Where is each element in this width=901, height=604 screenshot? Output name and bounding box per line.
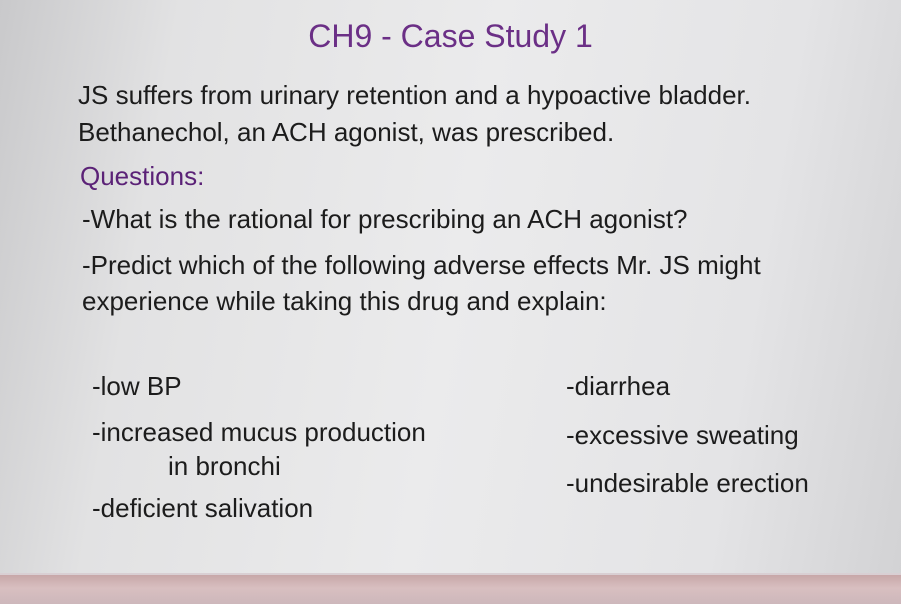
bottom-bezel [0, 575, 901, 604]
question-2-line-1: -Predict which of the following adverse effects Mr. JS might [82, 250, 761, 280]
effect-sweating: -excessive sweating [566, 420, 799, 450]
effect-low-bp: -low BP [92, 371, 182, 401]
slide-title: CH9 - Case Study 1 [308, 18, 593, 54]
intro-line-2: Bethanechol, an ACH agonist, was prescribed. [78, 117, 615, 147]
effect-diarrhea: -diarrhea [566, 371, 671, 401]
intro-line-1: JS suffers from urinary retention and a hypoactive bladder. [78, 80, 752, 110]
effect-mucus-line-2: in bronchi [168, 451, 281, 481]
question-1: -What is the rational for prescribing an ACH agonist? [82, 204, 688, 234]
questions-label: Questions: [80, 161, 205, 191]
effect-salivation: -deficient salivation [92, 493, 314, 523]
effect-mucus-line-1: -increased mucus production [92, 417, 426, 447]
question-2-line-2: experience while taking this drug and explain: [82, 286, 607, 316]
effect-erection: -undesirable erection [566, 468, 809, 498]
